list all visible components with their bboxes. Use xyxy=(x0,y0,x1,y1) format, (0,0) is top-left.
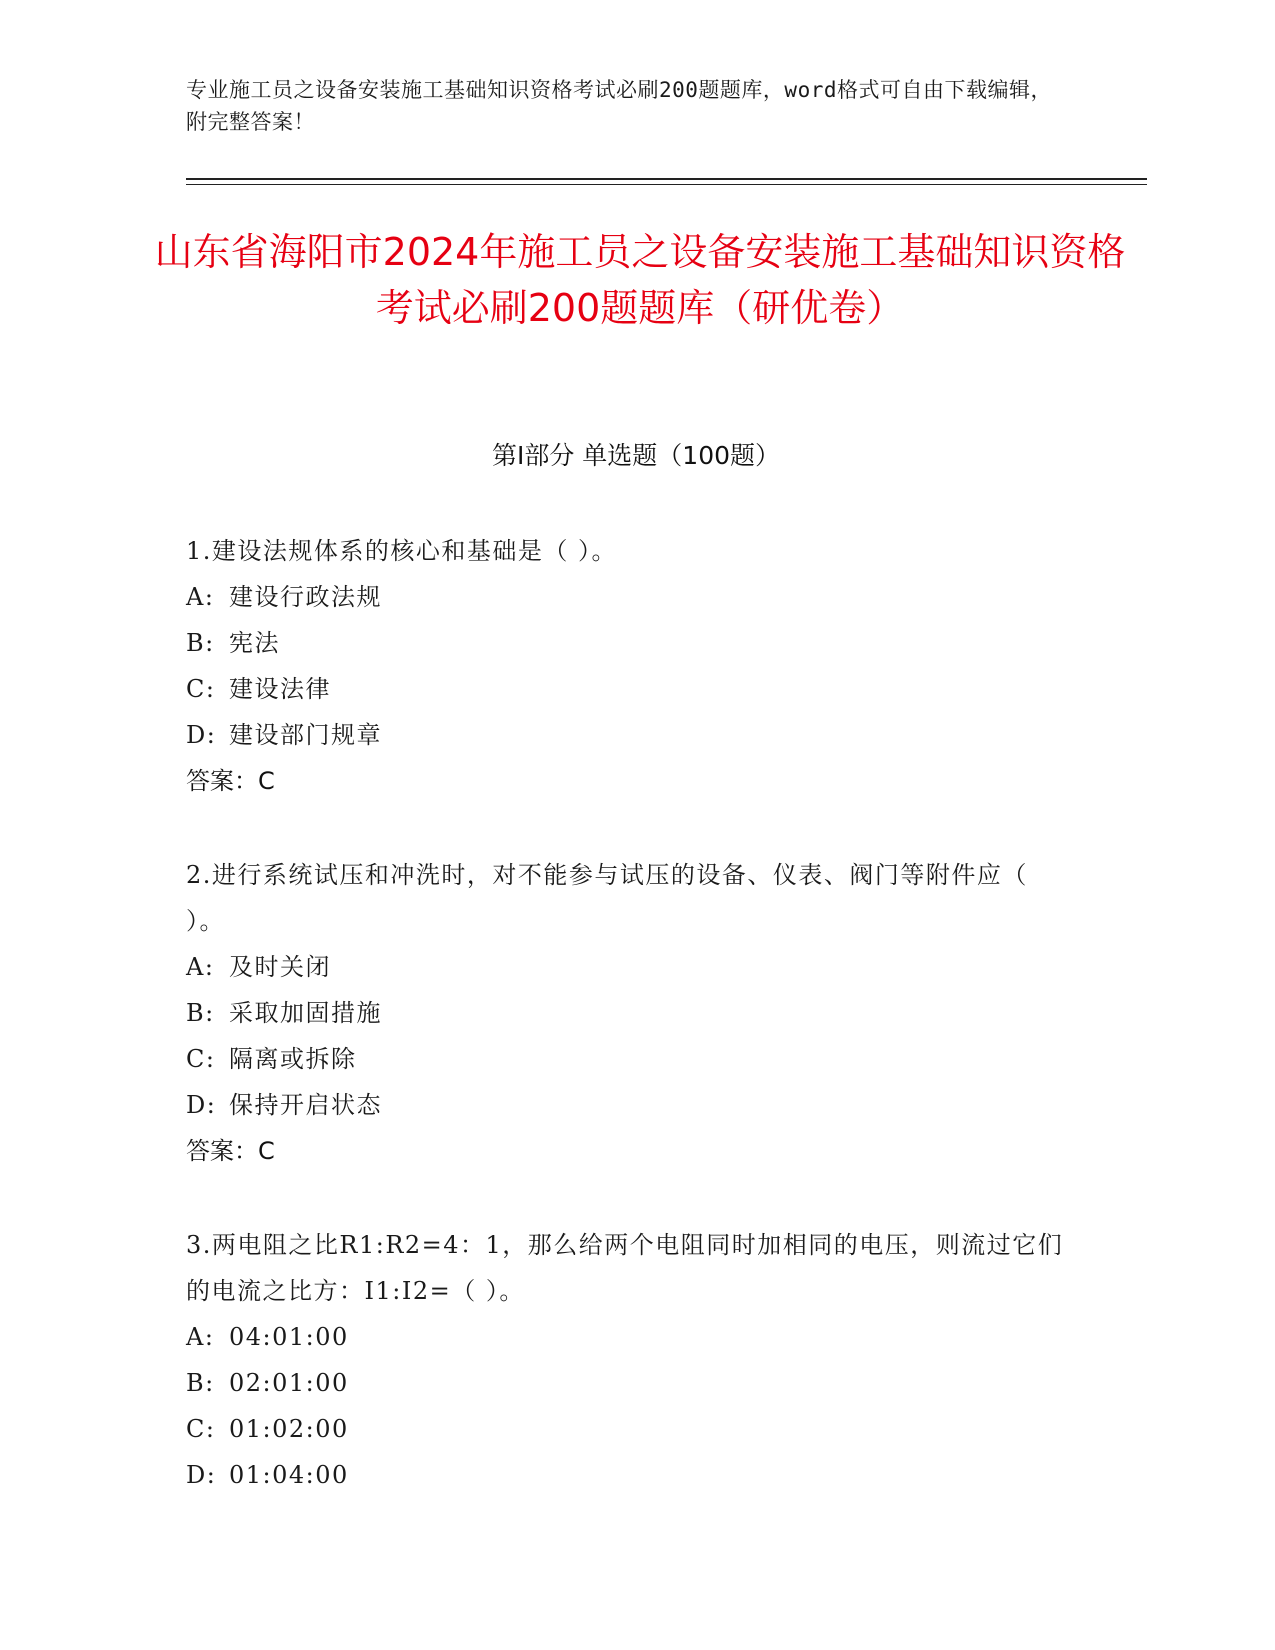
question-stem: 2.进行系统试压和冲洗时，对不能参与试压的设备、仪表、阀门等附件应（ ）。 xyxy=(186,861,1028,935)
option-key: D: xyxy=(186,721,217,749)
option-key: D: xyxy=(186,1091,217,1119)
question-2 xyxy=(186,852,1066,1174)
question-stem: 1.建设法规体系的核心和基础是（ ）。 xyxy=(186,537,618,565)
question-list xyxy=(186,528,1066,1546)
document-title: 山东省海阳市2024年施工员之设备安装施工基础知识资格考试必刷200题题库（研优卷） xyxy=(154,230,1126,330)
option-a xyxy=(186,944,1066,990)
option-text: 04:01:00 xyxy=(229,1323,349,1351)
option-key: A: xyxy=(186,953,215,981)
option-c xyxy=(186,666,1066,712)
question-3 xyxy=(186,1222,1066,1498)
option-d xyxy=(186,1452,1066,1498)
option-a xyxy=(186,574,1066,620)
option-key: B: xyxy=(186,1369,215,1397)
option-key: B: xyxy=(186,629,215,657)
option-text: 隔离或拆除 xyxy=(229,1045,357,1073)
option-b xyxy=(186,1360,1066,1406)
option-text: 保持开启状态 xyxy=(229,1091,382,1119)
option-text: 及时关闭 xyxy=(229,953,331,981)
option-text: 宪法 xyxy=(229,629,280,657)
question-stem: 3.两电阻之比R1:R2=4：1，那么给两个电阻同时加相同的电压，则流过它们的电流之比方：I1:I2=（ ）。 xyxy=(186,1231,1064,1305)
question-1 xyxy=(186,528,1066,804)
option-key: A: xyxy=(186,583,215,611)
section-title: 第Ⅰ部分 单选题（100题） xyxy=(491,441,781,470)
option-text: 建设行政法规 xyxy=(229,583,382,611)
option-b xyxy=(186,990,1066,1036)
option-key: C: xyxy=(186,1415,216,1443)
option-text: 01:02:00 xyxy=(229,1415,349,1443)
option-text: 01:04:00 xyxy=(229,1461,349,1489)
option-text: 建设部门规章 xyxy=(229,721,382,749)
header-divider-thick xyxy=(186,178,1147,180)
option-d xyxy=(186,712,1066,758)
option-key: B: xyxy=(186,999,215,1027)
option-c xyxy=(186,1036,1066,1082)
option-key: A: xyxy=(186,1323,215,1351)
option-d xyxy=(186,1082,1066,1128)
header-divider-thin xyxy=(186,184,1147,185)
option-a xyxy=(186,1314,1066,1360)
option-c xyxy=(186,1406,1066,1452)
answer-line: 答案：C xyxy=(186,1137,275,1165)
option-key: C: xyxy=(186,675,216,703)
option-text: 02:01:00 xyxy=(229,1369,349,1397)
option-text: 建设法律 xyxy=(229,675,331,703)
answer-line: 答案：C xyxy=(186,767,275,795)
option-text: 采取加固措施 xyxy=(229,999,382,1027)
option-key: C: xyxy=(186,1045,216,1073)
option-b xyxy=(186,620,1066,666)
header-note: 专业施工员之设备安装施工基础知识资格考试必刷200题题库，word格式可自由下载编辑，附完整答案！ xyxy=(186,78,1052,134)
option-key: D: xyxy=(186,1461,217,1489)
